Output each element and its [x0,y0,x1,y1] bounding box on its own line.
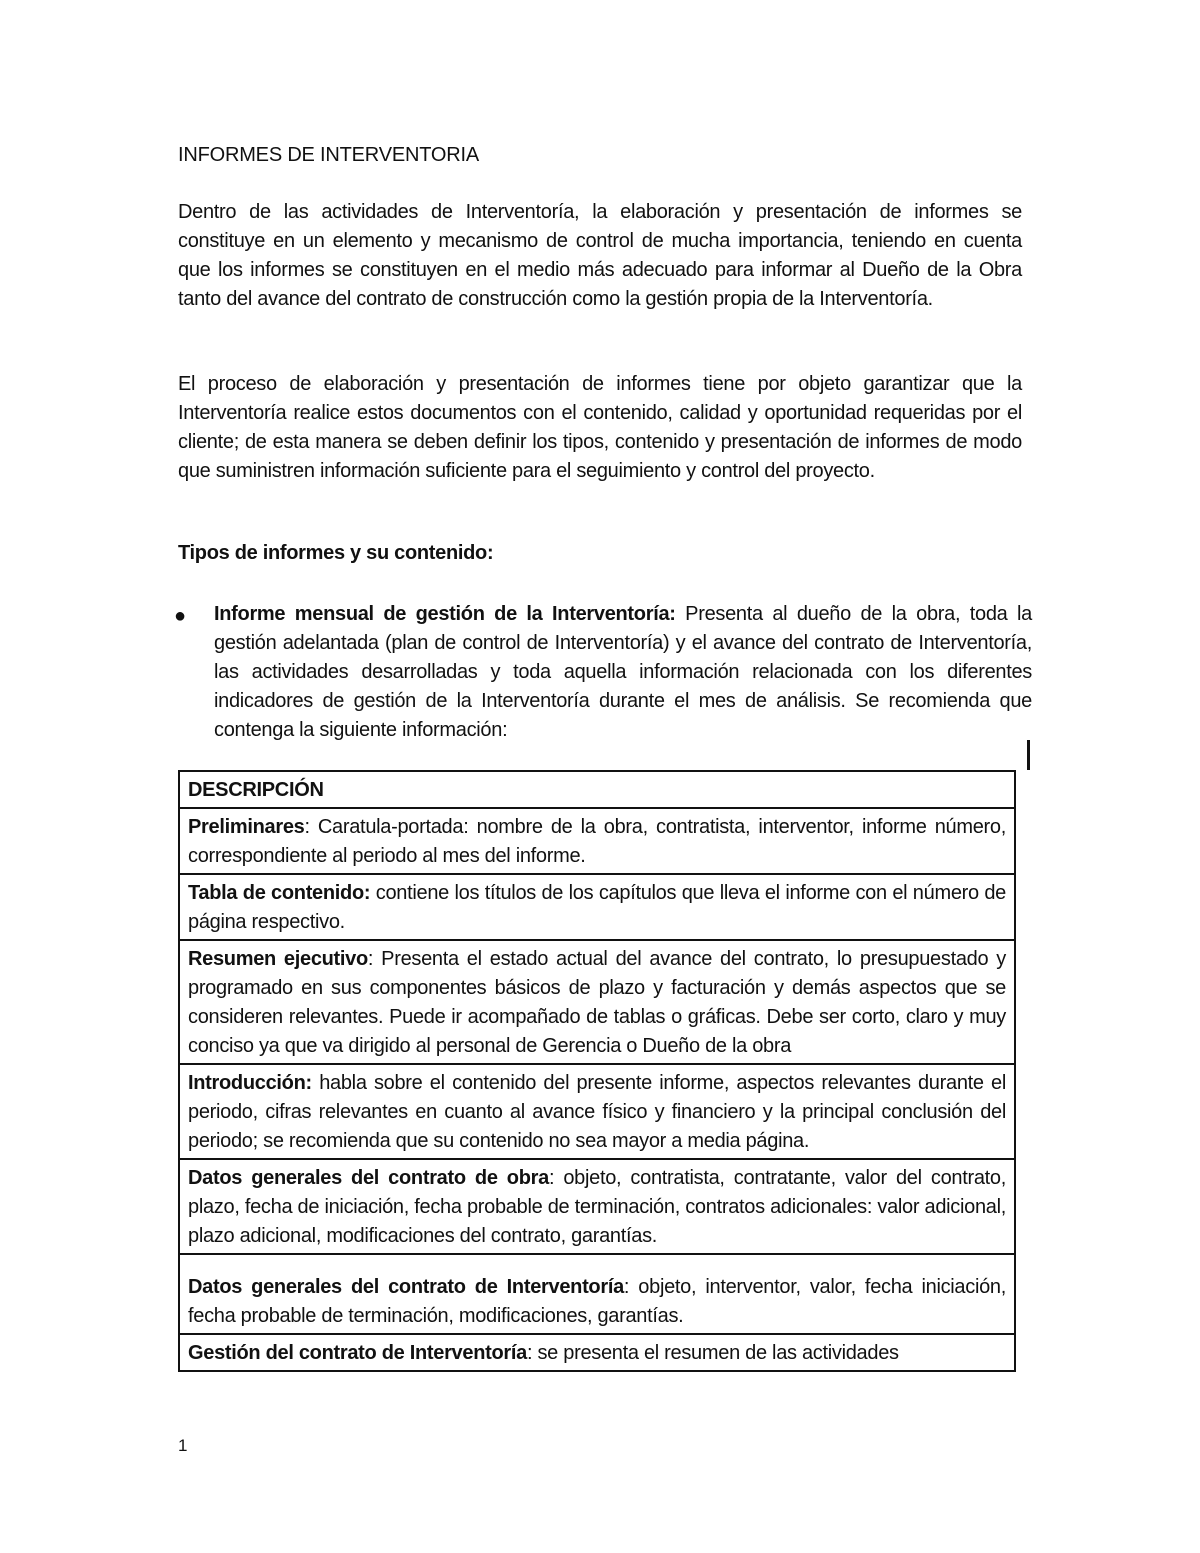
table-row [179,1334,1015,1371]
bullet-text [214,600,1032,745]
row-term: Preliminares [188,816,305,838]
text-cursor-icon [1027,740,1030,770]
row-text: objeto, contratista, contratante, valor del contrato, plazo, fecha de iniciación, fecha probable de terminación, contratos adicionales: valor adicional, plazo adicional, modificaciones del contrato, garantías. [188,1167,1007,1247]
table-cell-preliminares [179,808,1015,874]
table-row [179,808,1015,874]
row-separator: : [548,1167,564,1189]
page-number: 1 [178,1436,188,1455]
table-row [179,874,1015,940]
row-term: Resumen ejecutivo [188,948,368,970]
table-header-row [179,771,1015,808]
row-text: contiene los títulos de los capítulos que lleva el informe con el número de página respectivo. [188,882,1006,933]
row-separator: : [367,948,382,970]
row-text: Caratula-portada: nombre de la obra, contratista, interventor, informe número, correspondiente al periodo al mes del informe. [188,816,1006,867]
row-separator: : [526,1342,538,1364]
row-term: Tabla de contenido: [188,882,371,904]
row-term: Gestión del contrato de Interventoría [188,1342,527,1364]
process-paragraph: El proceso de elaboración y presentación de informes tiene por objeto garantizar que la Interventoría realice estos documentos con el contenido, calidad y oportunidad requeridas por el cliente; de esta manera se deben definir los tipos, contenido y presentación de informes de modo que suministren información suficiente para el seguimiento y control del proyecto. [178,373,1022,482]
bullet-term: Informe mensual de gestión de la Interventoría: [214,603,676,625]
table-cell-gestion-contrato [179,1334,1015,1371]
row-text: se presenta el resumen de las actividades [537,1342,899,1364]
row-text: habla sobre el contenido del presente informe, aspectos relevantes durante el periodo, cifras relevantes en cuanto al avance físico y financiero y la principal conclusión del periodo; se recomienda que su contenido no sea mayor a media página. [188,1072,1006,1152]
bullet-description: Presenta al dueño de la obra, toda la gestión adelantada (plan de control de Interventoría) y el avance del contrato de Interventoría, las actividades desarrolladas y toda aquella información relacionada con los diferentes indicadores de gestión de la Interventoría durante el mes de análisis. Se recomienda que contenga la siguiente información: [214,603,1032,741]
table-cell-introduccion [179,1064,1015,1159]
table-cell-resumen-ejecutivo [179,940,1015,1064]
row-separator: : [304,816,318,838]
row-term: Introducción: [188,1072,312,1094]
table-row [179,1254,1015,1334]
description-table [178,770,1016,1372]
table-row [179,1159,1015,1254]
row-text: objeto, interventor, valor, fecha iniciación, fecha probable de terminación, modificaciones, garantías. [188,1276,1007,1327]
section-heading: Tipos de informes y su contenido: [178,542,494,564]
table-row [179,940,1015,1064]
document-title: INFORMES DE INTERVENTORIA [178,144,479,166]
table-header-cell: DESCRIPCIÓN [179,771,1015,808]
row-separator: : [623,1276,639,1298]
row-text: Presenta el estado actual del avance del contrato, lo presupuestado y programado en sus componentes básicos de plazo y facturación y demás aspectos que se consideren relevantes. Puede ir acompañado de tablas o gráficas. Debe ser corto, claro y muy conciso ya que va dirigido al personal de Gerencia o Dueño de la obra [188,948,1006,1057]
row-term: Datos generales del contrato de Interventoría [188,1276,624,1298]
table-row [179,1064,1015,1159]
intro-paragraph: Dentro de las actividades de Interventoría, la elaboración y presentación de informes se constituye en un elemento y mecanismo de control de mucha importancia, teniendo en cuenta que los informes se constituyen en el medio más adecuado para informar al Dueño de la Obra tanto del avance del contrato de construcción como la gestión propia de la Interventoría. [178,201,1022,310]
table-cell-datos-obra [179,1159,1015,1254]
bullet-item [170,600,1032,745]
table-cell-datos-interventoria [179,1254,1015,1334]
bullet-dot-icon: ● [174,605,187,627]
table-cell-tabla-contenido [179,874,1015,940]
row-term: Datos generales del contrato de obra [188,1167,549,1189]
